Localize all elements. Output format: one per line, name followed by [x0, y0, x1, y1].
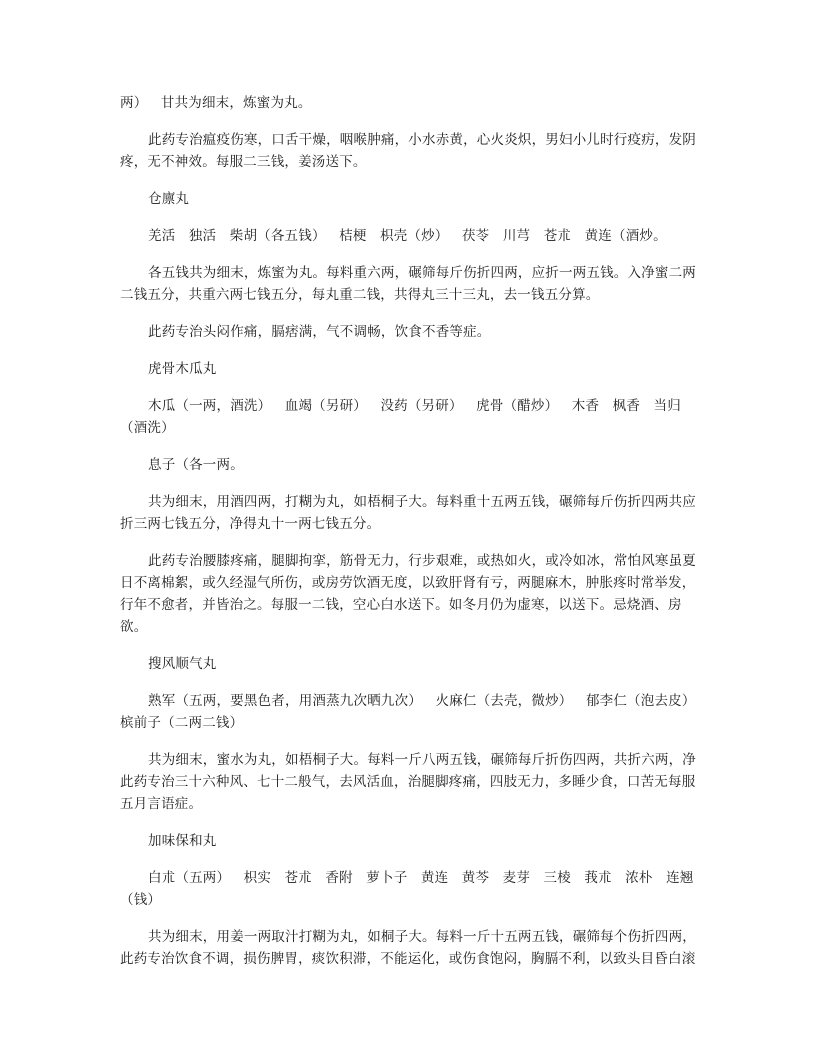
paragraph: 此药专治瘟疫伤寒，口舌干燥，咽喉肿痛，小水赤黄，心火炎炽，男妇小儿时行疫疠，发阴疼，无不神效。每服二三钱，姜汤送下。: [120, 132, 696, 170]
section-heading: 搜风顺气丸: [148, 656, 217, 672]
paragraph: 此药专治头闷作痛，膈痞满，气不调畅，饮食不香等症。: [148, 324, 491, 340]
section-heading: 仓廪丸: [148, 191, 190, 207]
paragraph: 各五钱共为细末，炼蜜为丸。每料重六两，碾筛每斤伤折四两，应折一两五钱。入净蜜二两二钱五分，共重六两七钱五分，每丸重二钱，共得丸三十三丸，去一钱五分算。: [120, 265, 696, 303]
ingredient-list: 白朮（五两） 枳实 苍朮 香附 萝卜子 黄连 黄芩 麦芽 三棱 莪朮 浓朴 连翘（钱）: [120, 870, 694, 908]
paragraph: 两） 甘共为细末，炼蜜为丸。: [120, 95, 312, 111]
ingredient-list: 木瓜（一两，酒洗） 血竭（另研） 没药（另研） 虎骨（醋炒） 木香 枫香 当归（酒洗）: [120, 398, 681, 436]
document-body: [120, 92, 698, 985]
section-heading: 加味保和丸: [148, 833, 217, 849]
paragraph: 此药专治腰膝疼痛，腿脚拘挛，筋骨无力，行步艰难，或热如火，或冷如冰，常怕风寒虽夏日不离棉絮，或久经湿气所伤，或房劳饮酒无度，以致肝肾有亏，两腿麻木，肿胀疼时常举发，行年不愈者，并皆治之。每服一二钱，空心白水送下。如冬月仍为虚寒，以送下。忌烧酒、房欲。: [120, 553, 696, 635]
paragraph: 共为细末，用姜一两取汁打糊为丸，如桐子大。每料一斤十五两五钱，碾筛每个伤折四两，此药专治饮食不调，损伤脾胃，痰饮积滞，不能运化，或伤食饱闷，胸膈不利，以致头目昏白滚: [120, 929, 696, 967]
paragraph: 共为细末，用酒四两，打糊为丸，如梧桐子大。每料重十五两五钱，碾筛每斤伤折四两共应折三两七钱五分，净得丸十一两七钱五分。: [120, 494, 696, 532]
paragraph: 息子（各一两。: [148, 457, 244, 473]
paragraph: 共为细末，蜜水为丸，如梧桐子大。每料一斤八两五钱，碾筛每斤折伤四两，共折六两，净此药专治三十六种风、七十二般气，去风活血，治腿脚疼痛，四肢无力，多睡少食，口苦无每服五月言语症。: [120, 752, 696, 812]
ingredient-list: 羌活 独活 柴胡（各五钱） 桔梗 枳壳（炒） 茯苓 川芎 苍朮 黄连（酒炒。: [148, 228, 667, 244]
section-heading: 虎骨木瓜丸: [148, 361, 217, 377]
ingredient-list: 熟军（五两，要黑色者，用酒蒸九次晒九次） 火麻仁（去壳，微炒） 郁李仁（泡去皮）槟前子（二两二钱）: [120, 693, 696, 731]
